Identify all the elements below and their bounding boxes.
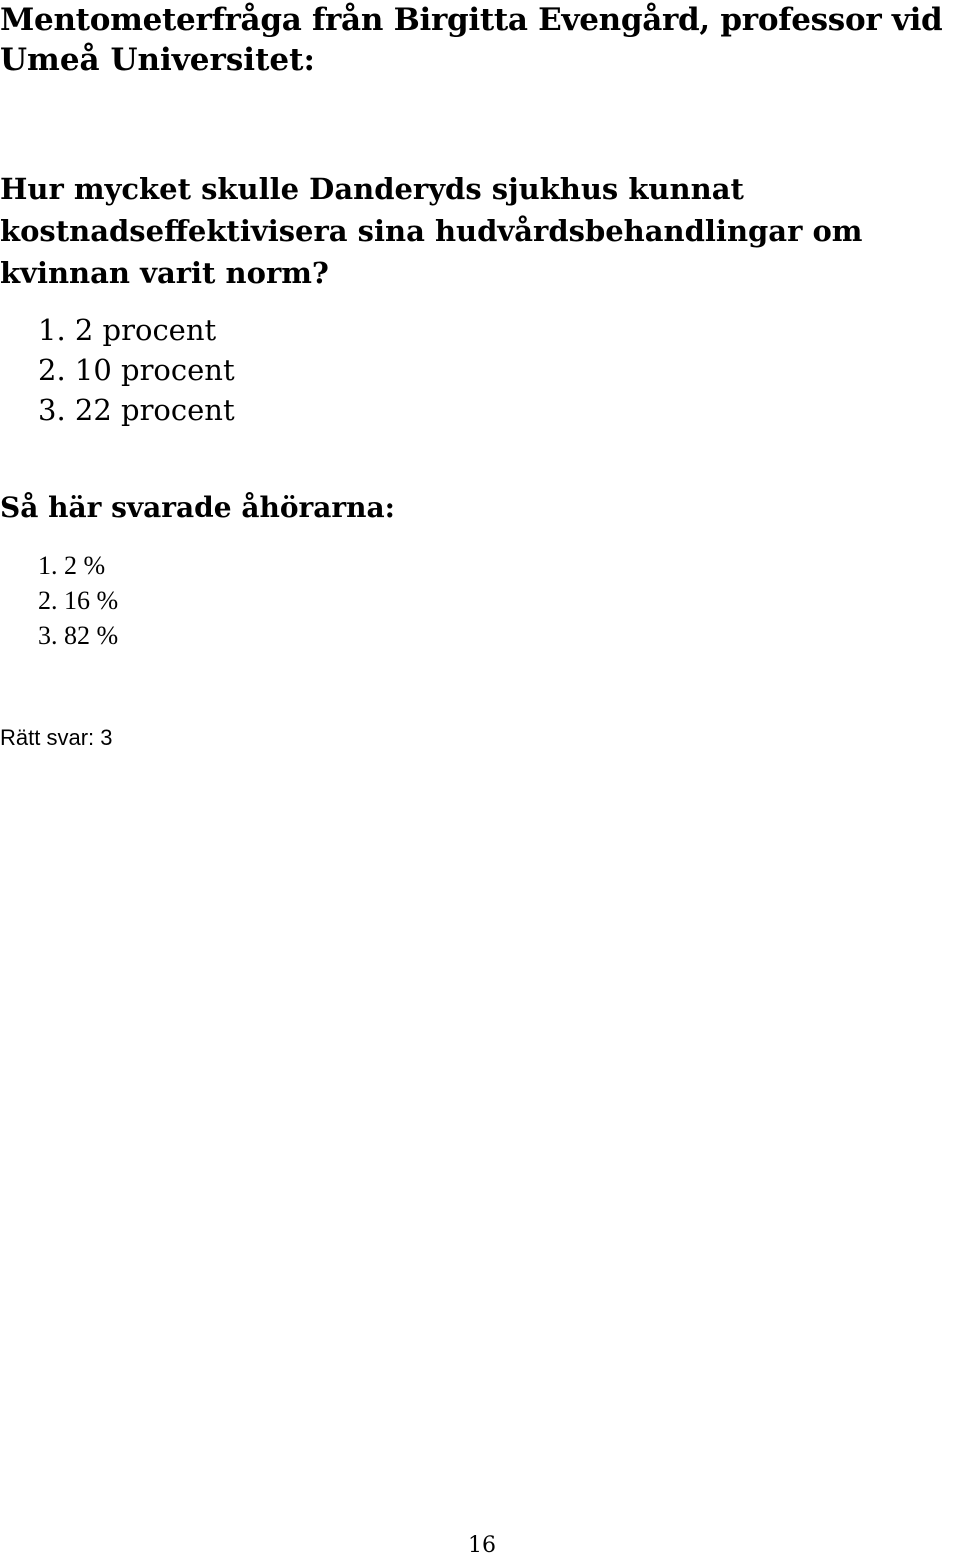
results-list	[38, 548, 118, 653]
title-line-2: Umeå Universitet:	[0, 42, 315, 78]
answer-option-2: 2. 10 procent	[38, 353, 235, 387]
answer-option-1: 1. 2 procent	[38, 313, 217, 347]
page-number: 16	[468, 1533, 496, 1558]
question-line-2: kostnadseffektivisera sina hudvårdsbehandlingar om	[0, 214, 863, 248]
title-line-1: Mentometerfråga från Birgitta Evengård, professor vid	[0, 2, 943, 38]
question-line-3: kvinnan varit norm?	[0, 256, 329, 290]
correct-answer: Rätt svar: 3	[0, 725, 113, 750]
question-line-1: Hur mycket skulle Danderyds sjukhus kunnat	[0, 172, 744, 206]
answer-option-3: 3. 22 procent	[38, 393, 235, 427]
result-item-3: 3. 82 %	[38, 621, 119, 650]
result-item-1: 1. 2 %	[38, 551, 106, 580]
answer-options-list	[38, 310, 235, 430]
result-item-2: 2. 16 %	[38, 586, 119, 615]
results-heading: Så här svarade åhörarna:	[0, 491, 395, 524]
question	[0, 168, 863, 294]
